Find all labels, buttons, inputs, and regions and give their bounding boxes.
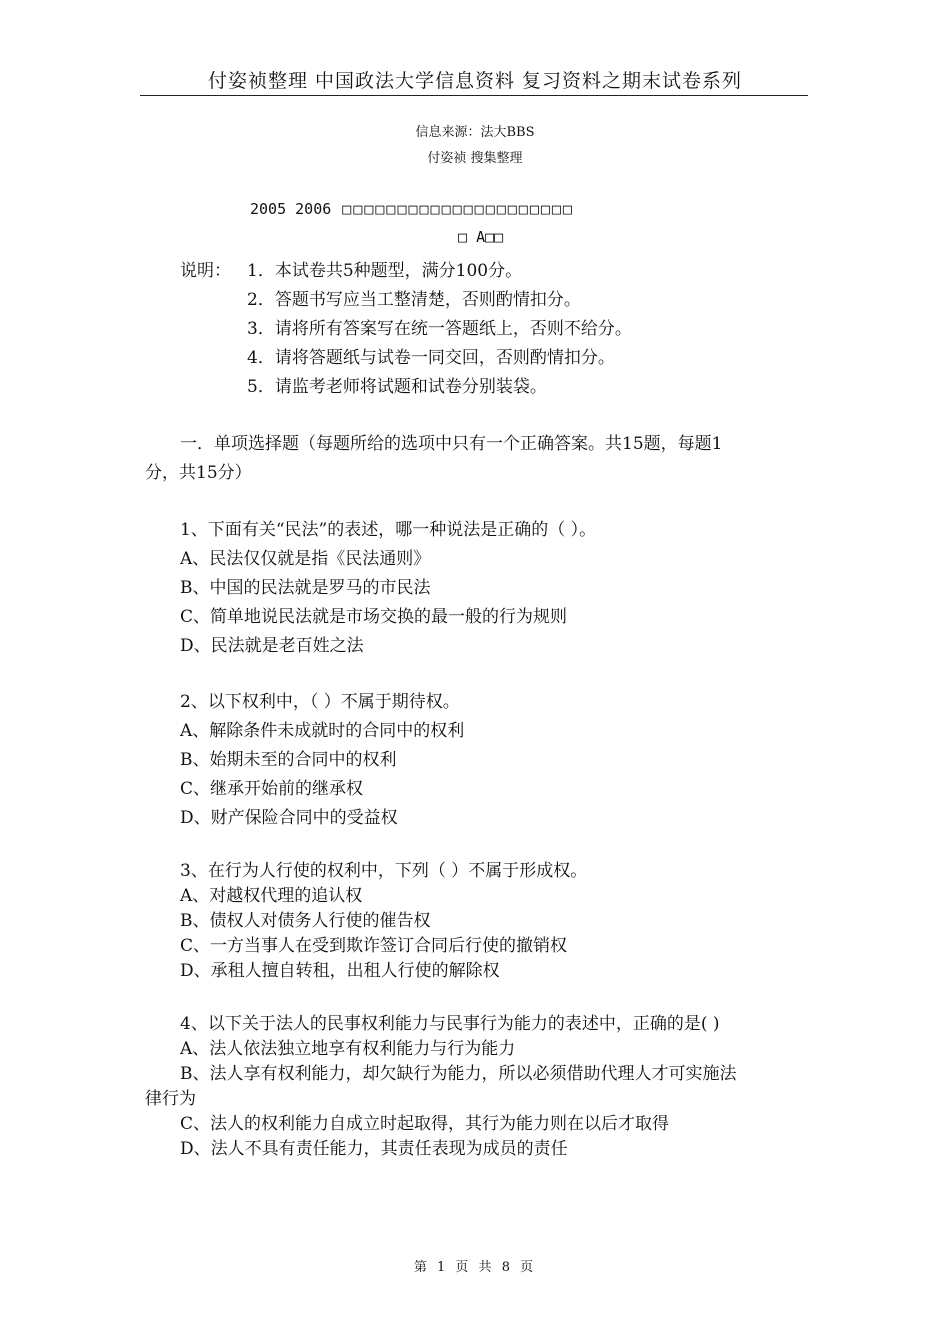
question-option: A、法人依法独立地享有权利能力与行为能力 — [180, 1039, 516, 1059]
source-line: 信息来源：法大BBS — [415, 125, 535, 140]
question-stem: 2、以下权利中，（ ）不属于期待权。 — [180, 692, 460, 712]
question-option: D、承租人擅自转租，出租人行使的解除权 — [180, 961, 500, 981]
instruction-item: 1．本试卷共5种题型，满分100分。 — [247, 261, 523, 281]
question-stem: 4、以下关于法人的民事权利能力与民事行为能力的表述中，正确的是( ) — [180, 1014, 720, 1034]
compiler-line: 付姿祯 搜集整理 — [427, 151, 523, 166]
question-option: B、债权人对债务人行使的催告权 — [180, 911, 431, 931]
page-footer: 第 1 页 共 8 页 — [413, 1260, 537, 1275]
question-option: C、继承开始前的继承权 — [180, 779, 364, 799]
page-header: 付姿祯整理 中国政法大学信息资料 复习资料之期末试卷系列 — [207, 70, 743, 92]
instruction-item: 4．请将答题纸与试卷一同交回，否则酌情扣分。 — [247, 348, 615, 368]
question-option: B、法人享有权利能力，却欠缺行为能力，所以必须借助代理人才可实施法 — [180, 1064, 737, 1084]
exam-version-letter: A — [476, 228, 486, 246]
question-option-cont: 律行为 — [145, 1089, 196, 1109]
header-rule — [140, 95, 808, 96]
exam-title-text: 2005 2006 — [250, 200, 332, 218]
question-option: A、民法仅仅就是指《民法通则》 — [180, 549, 431, 569]
instructions-label: 说明： — [180, 261, 231, 281]
question-option: D、法人不具有责任能力，其责任表现为成员的责任 — [180, 1139, 568, 1159]
question-stem: 1、下面有关“民法”的表述，哪一种说法是正确的（ ）。 — [180, 520, 597, 540]
question-option: C、简单地说民法就是市场交换的最一般的行为规则 — [180, 607, 568, 627]
exam-version: □ A□□ — [458, 228, 504, 246]
exam-title-years: 2005 2006 □□□□□□□□□□□□□□□□□□□□□ — [250, 200, 574, 218]
section-heading-cont: 分，共15分） — [145, 463, 252, 483]
question-option: B、中国的民法就是罗马的市民法 — [180, 578, 431, 598]
instruction-item: 2．答题书写应当工整清楚，否则酌情扣分。 — [247, 290, 581, 310]
question-option: C、一方当事人在受到欺诈签订合同后行使的撤销权 — [180, 936, 568, 956]
question-stem: 3、在行为人行使的权利中，下列（ ）不属于形成权。 — [180, 861, 588, 881]
question-option: A、对越权代理的追认权 — [180, 886, 363, 906]
question-option: D、民法就是老百姓之法 — [180, 636, 364, 656]
question-option: A、解除条件未成就时的合同中的权利 — [180, 721, 465, 741]
instruction-item: 5．请监考老师将试题和试卷分别装袋。 — [247, 377, 547, 397]
instruction-item: 3．请将所有答案写在统一答题纸上，否则不给分。 — [247, 319, 632, 339]
question-option: D、财产保险合同中的受益权 — [180, 808, 398, 828]
question-option: C、法人的权利能力自成立时起取得，其行为能力则在以后才取得 — [180, 1114, 670, 1134]
section-heading: 一．单项选择题（每题所给的选项中只有一个正确答案。共15题，每题1 — [180, 434, 723, 454]
question-option: B、始期未至的合同中的权利 — [180, 750, 397, 770]
